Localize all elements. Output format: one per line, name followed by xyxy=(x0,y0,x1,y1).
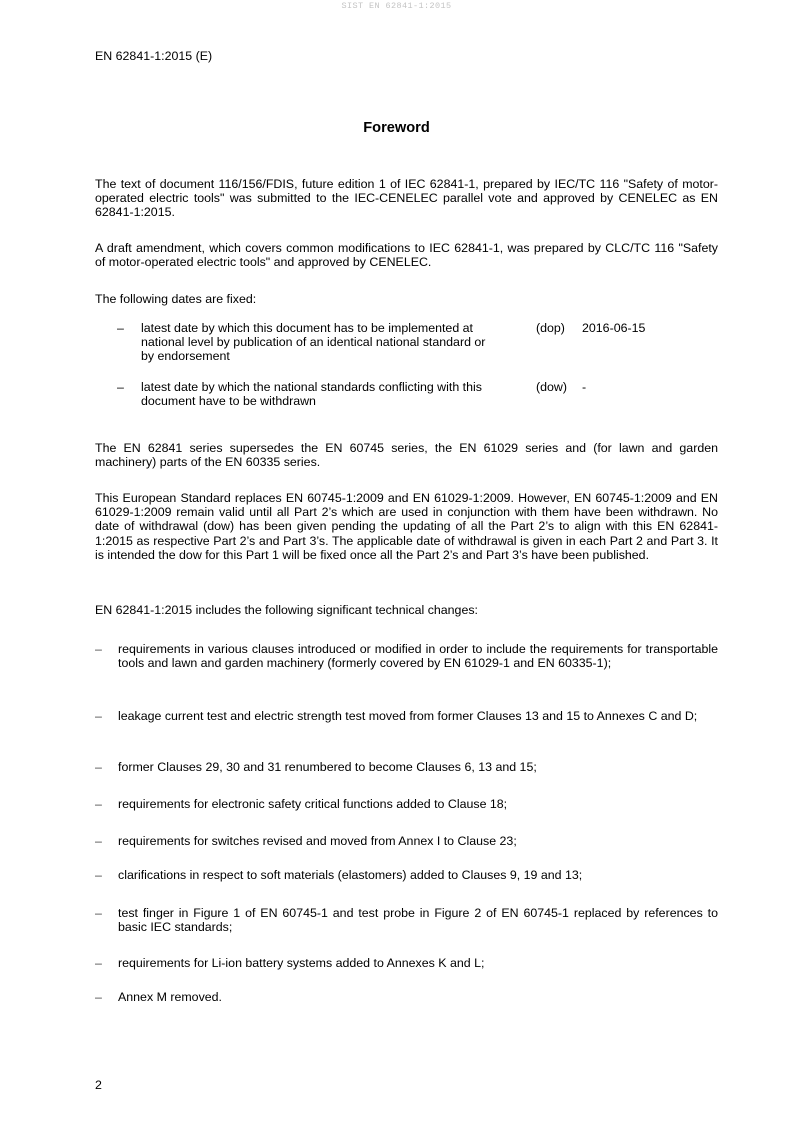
dash-marker: – xyxy=(95,709,102,723)
list-item xyxy=(95,797,718,811)
list-item xyxy=(95,956,718,970)
document-id: EN 62841-1:2015 (E) xyxy=(95,49,213,63)
dash-marker: – xyxy=(117,321,124,335)
dash-marker: – xyxy=(95,906,102,920)
paragraph-series: The EN 62841 series supersedes the EN 60745 series, the EN 61029 series and (for lawn and garden machinery) parts of the EN 60335 series. xyxy=(95,441,718,470)
date-value: - xyxy=(582,380,587,394)
list-item xyxy=(95,906,718,934)
dash-marker: – xyxy=(95,956,102,970)
paragraph-changes-intro: EN 62841-1:2015 includes the following significant technical changes: xyxy=(95,603,478,617)
paragraph-dates-intro: The following dates are fixed: xyxy=(95,292,257,306)
list-item xyxy=(95,642,718,670)
list-item-text: requirements for electronic safety critical functions added to Clause 18; xyxy=(118,797,508,811)
list-item xyxy=(95,709,718,723)
list-item-text: Annex M removed. xyxy=(118,990,222,1004)
page-title: Foreword xyxy=(363,120,430,136)
list-item xyxy=(95,990,718,1004)
dash-marker: – xyxy=(95,642,102,656)
list-item xyxy=(95,834,718,848)
date-description: latest date by which this document has to be implemented at national level by publication of an identical national standard or by endorsement xyxy=(141,321,486,364)
dash-marker: – xyxy=(95,797,102,811)
list-item xyxy=(95,760,718,774)
paragraph-draft-amendment: A draft amendment, which covers common modifications to IEC 62841-1, was prepared by CLC/TC 116 "Safety of motor-operated electric tools" and approved by CENELEC. xyxy=(95,241,718,270)
date-item-dow xyxy=(95,380,718,430)
list-item-text: leakage current test and electric strength test moved from former Clauses 13 and 15 to Annexes C and D; xyxy=(118,709,698,723)
date-value: 2016-06-15 xyxy=(582,321,646,335)
dash-marker: – xyxy=(95,760,102,774)
list-item xyxy=(95,868,718,882)
date-code: (dow) xyxy=(536,380,567,394)
dash-marker: – xyxy=(95,868,102,882)
list-item-text: clarifications in respect to soft materials (elastomers) added to Clauses 9, 19 and 13; xyxy=(118,868,583,882)
paragraph-fdis: The text of document 116/156/FDIS, future edition 1 of IEC 62841-1, prepared by IEC/TC 116 "Safety of motor-operated electric tools" was submitted to the IEC-CENELEC parallel vote and approved by CENELEC as EN 62841-1:2015. xyxy=(95,177,718,220)
dash-marker: – xyxy=(95,990,102,1004)
date-description: latest date by which the national standards conflicting with this document have to be withdrawn xyxy=(141,380,482,409)
list-item-text: test finger in Figure 1 of EN 60745-1 and test probe in Figure 2 of EN 60745-1 replaced by references to basic IEC standards; xyxy=(118,906,718,935)
list-item-text: former Clauses 29, 30 and 31 renumbered to become Clauses 6, 13 and 15; xyxy=(118,760,537,774)
list-item-text: requirements in various clauses introduced or modified in order to include the requirements for transportable tools and lawn and garden machinery (formerly covered by EN 61029-1 and EN 60335-1); xyxy=(118,642,718,671)
paragraph-replaces: This European Standard replaces EN 60745-1:2009 and EN 61029-1:2009. However, EN 60745-1:2009 and EN 61029-1:2009 remain valid until all Part 2’s which are used in conjunction with them have been withdrawn. No date of withdrawal (dow) has been given pending the updating of all the Part 2’s to align with this EN 62841-1:2015 as respective Part 2’s and Part 3’s. The applicable date of withdrawal is given in each Part 2 and Part 3. It is intended the dow for this Part 1 will be fixed once all the Part 2’s and Part 3’s have been published. xyxy=(95,491,718,562)
date-item-dop xyxy=(95,321,718,371)
list-item-text: requirements for Li-ion battery systems added to Annexes K and L; xyxy=(118,956,485,970)
watermark: SIST EN 62841-1:2015 xyxy=(341,1,452,11)
dash-marker: – xyxy=(117,380,124,394)
dash-marker: – xyxy=(95,834,102,848)
date-code: (dop) xyxy=(536,321,565,335)
list-item-text: requirements for switches revised and moved from Annex I to Clause 23; xyxy=(118,834,517,848)
page-number: 2 xyxy=(95,1078,102,1092)
